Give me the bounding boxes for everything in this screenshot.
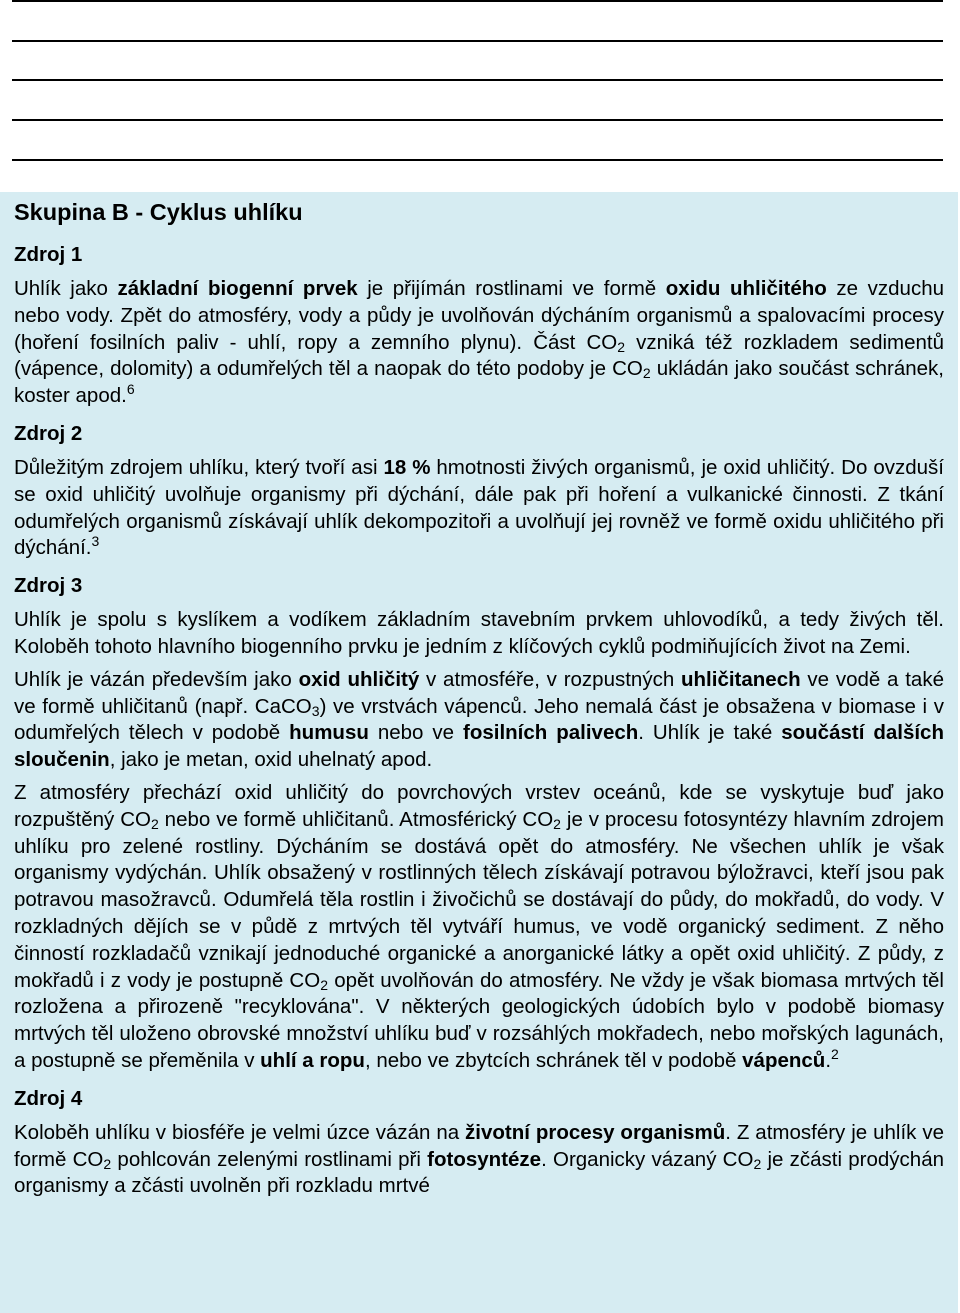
answer-line	[12, 79, 943, 81]
bold-term: uhlí a ropu	[260, 1048, 365, 1072]
bold-term: 18 %	[383, 455, 431, 479]
citation-number: 6	[126, 381, 135, 398]
answer-line	[12, 119, 943, 121]
answer-line	[12, 0, 943, 2]
bold-term: uhličitanech	[681, 667, 801, 691]
text-run: nebo ve formě uhličitanů. Atmosférický CO	[158, 807, 554, 831]
answer-line	[12, 40, 943, 42]
subscript: 2	[553, 815, 561, 832]
source-paragraph	[14, 1120, 944, 1200]
source-heading: Zdroj 3	[14, 574, 83, 598]
text-run: je zčásti prodýchán organismy a zčásti uvolněn při rozkladu mrtvé	[14, 1147, 945, 1198]
subscript: 2	[617, 338, 626, 355]
bold-term: oxid uhličitý	[298, 667, 420, 691]
text-run: je přijímán rostlinami ve formě	[357, 277, 666, 300]
text-run: Uhlík je spolu s kyslíkem a vodíkem základním stavebním prvkem uhlovodíků, a tedy živých těl. Koloběh tohoto hlavního biogenního prvku je jedním z klíčových cyklů podmiňujících život na Zemi.	[14, 608, 944, 658]
text-run: hmotnosti živých organismů, je oxid uhličitý. Do ovzduší se oxid uhličitý uvolňuje organismy při dýchání, dále pak při hoření a vulkanické činnosti. Z tkání odumřelých organismů získávají uhlík dekompozitoři a uvolňují jej rovněž ve formě oxidu uhličitého při dýchání.	[14, 455, 944, 560]
text-run: Koloběh uhlíku v biosféře je velmi úzce vázán na	[14, 1120, 466, 1144]
bold-term: fotosyntéze	[427, 1147, 542, 1171]
subscript: 3	[311, 702, 320, 719]
subscript: 2	[320, 976, 328, 993]
bold-term: součástí dalších sloučenin	[14, 721, 944, 772]
text-run: opět uvolňován do atmosféry. Ne vždy je však biomasa mrtvých těl rozložena a přirozeně "recyklována". V některých geologických údobích bylo v podobě biomasy mrtvých těl uloženo obrovské množství uhlíku buď v rozsáhlých mokřadech, nebo mořských lagunách, a postupně se přeměnila v	[14, 968, 944, 1072]
answer-lines	[0, 0, 960, 190]
source-heading: Zdroj 2	[14, 421, 83, 445]
text-run: v atmosféře, v rozpustných	[419, 667, 682, 691]
source-paragraph	[14, 780, 944, 1075]
text-run: . Z atmosféry je uhlík ve formě CO	[14, 1120, 944, 1171]
text-run: vzniká též rozkladem sedimentů (vápence, dolomity) a odumřelých těl a naopak do této podoby je CO	[14, 330, 945, 381]
subscript: 2	[103, 1155, 112, 1172]
answer-line	[12, 159, 943, 161]
text-run: Uhlík je vázán především jako	[14, 667, 299, 691]
text-run: nebo ve	[368, 721, 463, 745]
subscript: 2	[150, 815, 159, 832]
source-paragraph	[14, 667, 944, 774]
sources-list	[14, 241, 944, 1200]
source-paragraph	[14, 455, 944, 562]
section-title: Skupina B - Cyklus uhlíku	[14, 199, 303, 225]
text-run: , nebo ve zbytcích schránek těl v podobě	[364, 1048, 743, 1072]
bold-term: fosilních palivech	[463, 721, 639, 745]
source-paragraph	[14, 607, 944, 661]
bold-term: humusu	[289, 721, 369, 745]
citation-number: 2	[831, 1045, 839, 1062]
text-run: pohlcován zelenými rostlinami při	[111, 1147, 428, 1171]
text-run: . Uhlík je také	[638, 721, 782, 745]
bold-term: životní procesy organismů	[465, 1120, 726, 1144]
text-run: je v procesu fotosyntézy hlavním zdrojem uhlíku pro zelené rostliny. Dýcháním se dostává opět do atmosféry. Ne všechen uhlík je však organismy vydýchán. Uhlík obsažený v rostlinných tělech získávají potravou býložravci, kteří jsou pak potravou masožravců. Odumřelá těla rostlin i živočichů se dostávají do půdy, do mokřadů, do vody. V rozkladných dějích se v půdě z mrtvých těl vytváří humus, ve vodě organický sediment. Z něho činností rozkladačů vznikají jednoduché organické a anorganické látky a opět oxid uhličitý. Z půdy, z mokřadů i z vody je postupně CO	[14, 807, 944, 992]
source-heading: Zdroj 4	[14, 1086, 83, 1110]
sources-panel	[0, 192, 958, 1313]
source-heading: Zdroj 1	[14, 243, 83, 266]
subscript: 2	[642, 365, 651, 382]
text-run: , jako je metan, oxid uhelnatý apod.	[109, 748, 433, 772]
bold-term: oxidu uhličitého	[665, 277, 827, 300]
subscript: 2	[753, 1155, 762, 1172]
text-run: .	[825, 1048, 832, 1072]
text-run: Důležitým zdrojem uhlíku, který tvoří asi	[14, 455, 384, 479]
text-run: Uhlík jako	[14, 277, 118, 300]
text-run: ze vzduchu nebo vody. Zpět do atmosféry, vody a půdy je uvolňován dýcháním organismů a spalovacími procesy (hoření fosilních paliv - uhlí, ropy a zemního plynu). Část CO	[14, 277, 944, 354]
text-run: ) ve vrstvách vápenců. Jeho nemalá část je obsažena v biomase i v odumřelých tělech v podobě	[14, 694, 944, 745]
bold-term: vápenců	[742, 1048, 826, 1072]
citation-number: 3	[91, 533, 100, 550]
text-run: . Organicky vázaný CO	[541, 1147, 754, 1171]
text-run: ve vodě a také ve formě uhličitanů (např. CaCO	[14, 667, 944, 718]
text-run: ukládán jako součást schránek, koster apod.	[14, 357, 944, 408]
source-paragraph	[14, 276, 944, 410]
bold-term: základní biogenní prvek	[117, 277, 358, 300]
text-run: Z atmosféry přechází oxid uhličitý do povrchových vrstev oceánů, kde se vyskytuje buď jako rozpuštěný CO	[14, 780, 944, 831]
